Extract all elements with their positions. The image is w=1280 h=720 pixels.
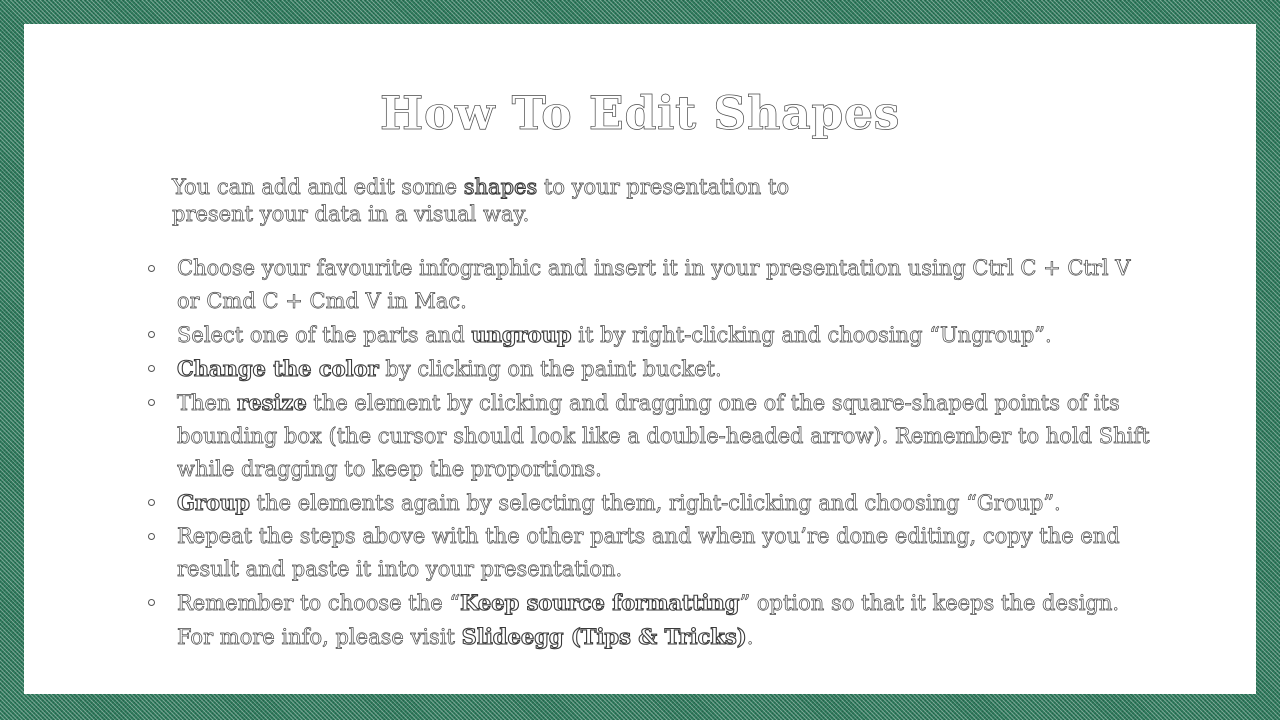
bullet-icon bbox=[148, 399, 155, 406]
steps-list bbox=[177, 252, 1152, 654]
list-item-text: Select one of the parts and bbox=[177, 323, 472, 347]
bullet-icon bbox=[148, 499, 155, 506]
list-item-text: by clicking on the paint bucket. bbox=[378, 357, 722, 381]
list-item-emphasis: ungroup bbox=[471, 322, 572, 347]
slideegg-link[interactable]: Slideegg (Tips & Tricks) bbox=[461, 624, 747, 649]
slide-title: How To Edit Shapes bbox=[379, 86, 901, 140]
list-item bbox=[177, 318, 1152, 352]
list-item-text: the elements again by selecting them, right-clicking and choosing “Group”. bbox=[249, 491, 1061, 515]
list-item-text: Remember to choose the “ bbox=[177, 591, 461, 615]
list-item-text: . bbox=[746, 625, 754, 649]
list-item-emphasis: Group bbox=[177, 490, 250, 515]
bullet-icon bbox=[148, 533, 155, 540]
list-item bbox=[177, 386, 1152, 486]
list-item-text: ” option so that it keeps the design. For more info, please visit bbox=[177, 591, 1120, 649]
bullet-icon bbox=[148, 331, 155, 338]
intro-text-2: to your presentation to present your data in a visual way. bbox=[172, 175, 790, 226]
list-item bbox=[177, 352, 1152, 386]
list-item-text: Choose your favourite infographic and insert it in your presentation using Ctrl C + Ctrl V or Cmd C + Cmd V in Mac. bbox=[177, 256, 1131, 313]
list-item-emphasis: Keep source formatting bbox=[460, 590, 740, 615]
bullet-icon bbox=[148, 365, 155, 372]
list-item-emphasis: Change the color bbox=[177, 356, 379, 381]
list-item-text: Then bbox=[177, 391, 238, 415]
bullet-icon bbox=[148, 599, 155, 606]
intro-text-1: You can add and edit some bbox=[172, 175, 464, 199]
bullet-icon bbox=[148, 265, 155, 272]
list-item bbox=[177, 486, 1152, 520]
list-item-text: the element by clicking and dragging one of the square-shaped points of its bounding box (the cursor should look like a double-headed arrow). Remember to hold Shift while dragging to keep the proportions. bbox=[177, 391, 1150, 481]
list-item-emphasis: resize bbox=[237, 390, 307, 415]
intro-paragraph bbox=[172, 174, 872, 228]
intro-highlight: shapes bbox=[463, 175, 538, 199]
list-item-text: Repeat the steps above with the other parts and when you’re done editing, copy the end result and paste it into your presentation. bbox=[177, 524, 1120, 581]
list-item bbox=[177, 520, 1152, 586]
slide bbox=[24, 24, 1256, 694]
list-item bbox=[177, 252, 1152, 318]
list-item bbox=[177, 586, 1152, 654]
list-item-text: it by right-clicking and choosing “Ungroup”. bbox=[571, 323, 1052, 347]
